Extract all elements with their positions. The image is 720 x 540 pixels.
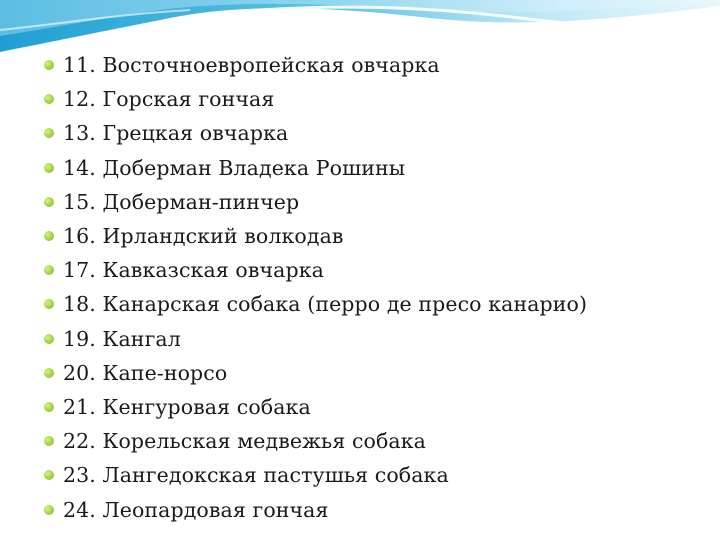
list-item-text: 21. Кенгуровая собака bbox=[63, 394, 311, 419]
list-item bbox=[44, 219, 587, 253]
bullet-icon bbox=[44, 163, 54, 173]
list-item-text: 15. Доберман-пинчер bbox=[63, 189, 300, 214]
list-item-text: 24. Леопардовая гончая bbox=[63, 497, 329, 522]
bullet-icon bbox=[44, 60, 54, 70]
bullet-icon bbox=[44, 505, 54, 515]
list-item-text: 11. Восточноевропейская овчарка bbox=[63, 53, 440, 78]
list-item bbox=[44, 151, 587, 185]
list-item-text: 22. Корельская медвежья собака bbox=[63, 429, 426, 454]
list-item-text: 13. Грецкая овчарка bbox=[63, 121, 289, 146]
breed-list bbox=[44, 48, 587, 527]
bullet-icon bbox=[44, 265, 54, 275]
list-item bbox=[44, 424, 587, 458]
list-item bbox=[44, 390, 587, 424]
list-item-text: 20. Капе-норсо bbox=[63, 360, 228, 385]
bullet-icon bbox=[44, 436, 54, 446]
list-item-text: 18. Канарская собака (перро де пресо канарио) bbox=[63, 292, 588, 317]
bullet-icon bbox=[44, 470, 54, 480]
list-item-text: 12. Горская гончая bbox=[63, 87, 275, 112]
list-item-text: 14. Доберман Владека Рошины bbox=[63, 155, 406, 180]
list-item bbox=[44, 458, 587, 492]
list-item bbox=[44, 287, 587, 321]
list-item-text: 19. Кангал bbox=[63, 326, 181, 351]
bullet-icon bbox=[44, 128, 54, 138]
bullet-icon bbox=[44, 231, 54, 241]
list-item-text: 16. Ирландский волкодав bbox=[63, 224, 344, 249]
bullet-icon bbox=[44, 402, 54, 412]
bullet-icon bbox=[44, 334, 54, 344]
bullet-icon bbox=[44, 299, 54, 309]
list-item-text: 17. Кавказская овчарка bbox=[63, 258, 324, 283]
list-item bbox=[44, 356, 587, 390]
list-item bbox=[44, 253, 587, 287]
list-item-text: 23. Лангедокская пастушья собака bbox=[63, 463, 449, 488]
list-item bbox=[44, 116, 587, 150]
bullet-icon bbox=[44, 94, 54, 104]
list-item bbox=[44, 322, 587, 356]
list-item bbox=[44, 48, 587, 82]
list-item bbox=[44, 185, 587, 219]
bullet-icon bbox=[44, 197, 54, 207]
bullet-icon bbox=[44, 368, 54, 378]
list-item bbox=[44, 492, 587, 526]
list-item bbox=[44, 82, 587, 116]
